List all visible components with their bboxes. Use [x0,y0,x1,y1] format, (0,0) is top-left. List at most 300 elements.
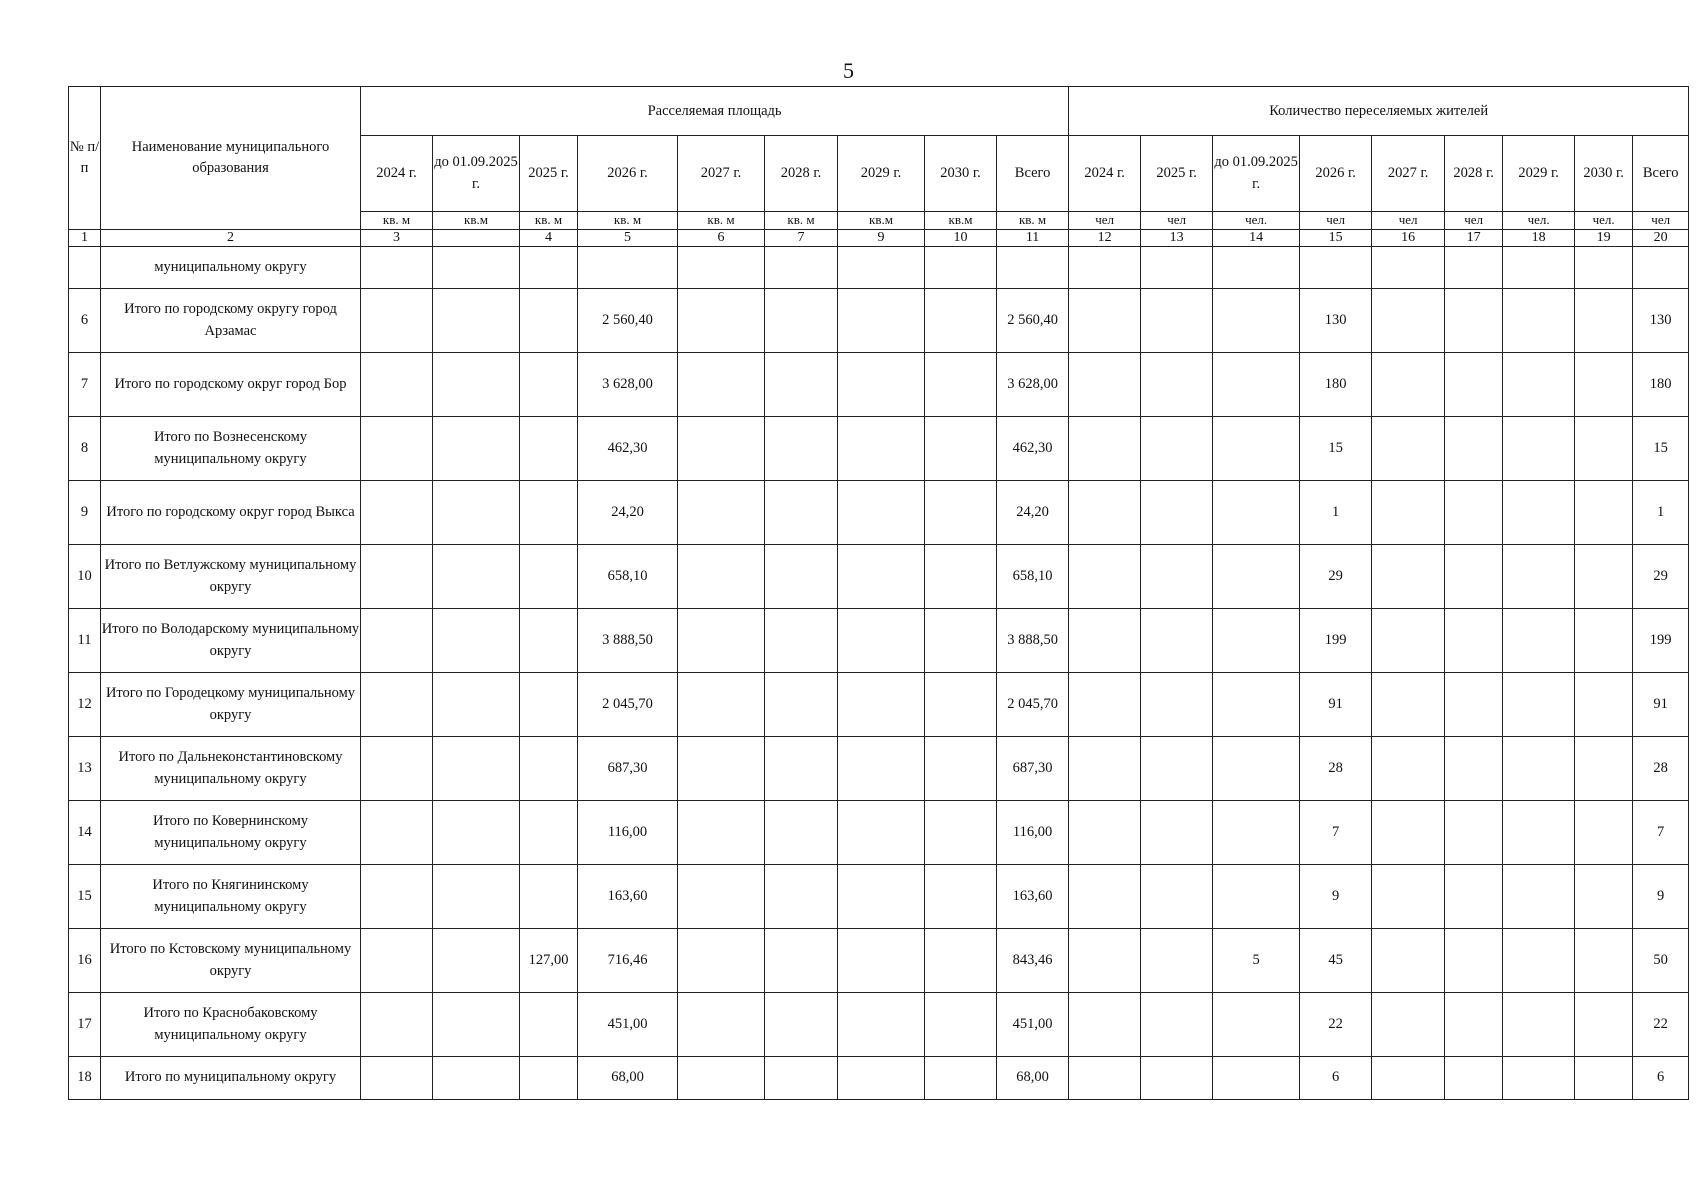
area-2029-cell [838,609,925,673]
area-2027-cell [678,289,765,353]
area-2025-cell [520,353,578,417]
area-total-cell: 2 045,70 [997,673,1069,737]
people-aug2025-cell [1213,673,1300,737]
people-2025-cell [1141,865,1213,929]
people-aug2025-cell [1213,353,1300,417]
table-row [69,545,1689,609]
area-aug2025-cell [433,929,520,993]
area-2028-cell [765,993,838,1057]
area-2029-cell [838,929,925,993]
row-number: 11 [69,609,101,673]
people-2030-cell [1575,545,1633,609]
area-year-header: 2025 г. [520,136,578,212]
area-2030-cell [925,865,997,929]
column-number: 20 [1633,230,1689,247]
municipality-name: Итого по Кстовскому муниципальному округу [101,929,361,993]
table-row [69,801,1689,865]
area-2024-cell [361,993,433,1057]
area-year-header: 2028 г. [765,136,838,212]
area-2030-cell [925,609,997,673]
column-number: 14 [1213,230,1300,247]
people-2028-cell [1445,929,1503,993]
people-2026-cell: 22 [1300,993,1372,1057]
table-row [69,609,1689,673]
area-2027-cell [678,673,765,737]
people-2026-cell: 45 [1300,929,1372,993]
unit-label: чел [1141,212,1213,230]
people-2024-cell [1069,929,1141,993]
area-2028-cell [765,1057,838,1100]
area-2026-cell: 163,60 [578,865,678,929]
people-2026-cell: 130 [1300,289,1372,353]
municipality-name: Итого по Ковернинскому муниципальному округу [101,801,361,865]
municipality-name: Итого по Городецкому муниципальному округу [101,673,361,737]
column-number: 10 [925,230,997,247]
unit-label: кв.м [433,212,520,230]
people-2024-cell [1069,737,1141,801]
area-aug2025-cell [433,609,520,673]
people-2030-cell [1575,1057,1633,1100]
unit-label: чел. [1503,212,1575,230]
table-row [69,481,1689,545]
people-2028-cell [1445,545,1503,609]
column-number: 16 [1372,230,1445,247]
people-total-cell: 29 [1633,545,1689,609]
area-2030-cell [925,993,997,1057]
area-2027-cell [678,865,765,929]
area-2027-cell [678,801,765,865]
area-year-header: 2030 г. [925,136,997,212]
people-2028-cell [1445,417,1503,481]
area-total-cell: 163,60 [997,865,1069,929]
people-2026-cell: 7 [1300,801,1372,865]
column-number-row [69,230,1689,247]
area-2029-cell [838,417,925,481]
area-2029-cell [838,545,925,609]
area-2028-cell [765,417,838,481]
area-2025-cell [520,289,578,353]
municipality-name: Итого по городскому округу город Арзамас [101,289,361,353]
row-number: 12 [69,673,101,737]
people-2030-cell [1575,865,1633,929]
people-total-cell: 6 [1633,1057,1689,1100]
area-2026-cell: 116,00 [578,801,678,865]
area-2025-cell [520,865,578,929]
area-2024-cell [361,929,433,993]
people-2025-cell [1141,609,1213,673]
people-total-cell: 50 [1633,929,1689,993]
row-number: 17 [69,993,101,1057]
area-2025-cell [520,609,578,673]
people-2030-cell [1575,353,1633,417]
area-2030-cell [925,481,997,545]
people-2030-cell [1575,929,1633,993]
area-2029-cell [838,993,925,1057]
area-year-header: 2026 г. [578,136,678,212]
area-year-header: 2027 г. [678,136,765,212]
people-2024-cell [1069,801,1141,865]
continuation-row [69,247,1689,289]
people-2027-cell [1372,801,1445,865]
people-2028-cell [1445,865,1503,929]
people-aug2025-cell [1213,801,1300,865]
people-year-header: 2029 г. [1503,136,1575,212]
people-2028-cell [1445,993,1503,1057]
area-2029-cell [838,289,925,353]
row-number: 13 [69,737,101,801]
people-year-header: 2026 г. [1300,136,1372,212]
people-2027-cell [1372,417,1445,481]
people-total-cell: 7 [1633,801,1689,865]
area-total-cell: 3 888,50 [997,609,1069,673]
area-2030-cell [925,353,997,417]
people-2026-cell: 6 [1300,1057,1372,1100]
unit-label: чел [1445,212,1503,230]
area-aug2025-cell [433,353,520,417]
people-2024-cell [1069,609,1141,673]
municipality-name: Итого по Вознесенскому муниципальному округу [101,417,361,481]
people-aug2025-cell [1213,737,1300,801]
row-number: 10 [69,545,101,609]
area-2027-cell [678,417,765,481]
unit-label: кв. м [361,212,433,230]
municipality-name: Итого по городскому округ город Бор [101,353,361,417]
area-2028-cell [765,929,838,993]
municipality-name: Итого по Краснобаковскому муниципальному округу [101,993,361,1057]
municipality-name: Итого по муниципальному округу [101,1057,361,1100]
people-2030-cell [1575,993,1633,1057]
people-total-cell: 22 [1633,993,1689,1057]
people-aug2025-cell [1213,417,1300,481]
column-number: 19 [1575,230,1633,247]
table-row [69,289,1689,353]
people-aug2025-cell [1213,609,1300,673]
people-2029-cell [1503,609,1575,673]
area-2024-cell [361,417,433,481]
people-year-header: 2028 г. [1445,136,1503,212]
area-aug2025-cell [433,1057,520,1100]
area-total-cell: 3 628,00 [997,353,1069,417]
table-row [69,673,1689,737]
people-2025-cell [1141,993,1213,1057]
area-aug2025-cell [433,737,520,801]
column-number: 15 [1300,230,1372,247]
row-number: 16 [69,929,101,993]
unit-label: кв. м [678,212,765,230]
people-2024-cell [1069,865,1141,929]
area-2029-cell [838,801,925,865]
people-2028-cell [1445,673,1503,737]
people-2027-cell [1372,993,1445,1057]
area-2028-cell [765,609,838,673]
column-number: 4 [520,230,578,247]
people-2025-cell [1141,545,1213,609]
area-2026-cell: 2 045,70 [578,673,678,737]
area-2030-cell [925,289,997,353]
people-2026-cell: 1 [1300,481,1372,545]
people-total-header: Всего [1633,136,1689,212]
area-2028-cell [765,545,838,609]
people-2029-cell [1503,289,1575,353]
row-number: 6 [69,289,101,353]
area-2028-cell [765,865,838,929]
column-number: 18 [1503,230,1575,247]
area-2025-cell [520,737,578,801]
area-2028-cell [765,737,838,801]
people-2028-cell [1445,353,1503,417]
area-2030-cell [925,929,997,993]
people-total-cell: 199 [1633,609,1689,673]
area-total-cell: 451,00 [997,993,1069,1057]
unit-label: чел [1069,212,1141,230]
people-2026-cell: 180 [1300,353,1372,417]
unit-label: чел [1300,212,1372,230]
column-number: 6 [678,230,765,247]
people-2029-cell [1503,417,1575,481]
people-total-cell: 28 [1633,737,1689,801]
header-num: № п/п [69,87,101,230]
people-2026-cell: 199 [1300,609,1372,673]
area-2025-cell [520,673,578,737]
area-aug2025-cell [433,481,520,545]
people-2028-cell [1445,481,1503,545]
unit-label: кв. м [520,212,578,230]
area-2024-cell [361,289,433,353]
people-2029-cell [1503,481,1575,545]
people-2027-cell [1372,1057,1445,1100]
area-2025-cell [520,801,578,865]
people-year-header: 2025 г. [1141,136,1213,212]
people-2029-cell [1503,353,1575,417]
area-2025-cell [520,1057,578,1100]
area-total-cell: 68,00 [997,1057,1069,1100]
people-2027-cell [1372,737,1445,801]
people-total-cell: 180 [1633,353,1689,417]
area-year-header: 2029 г. [838,136,925,212]
row-number: 15 [69,865,101,929]
column-number: 1 [69,230,101,247]
people-total-cell: 130 [1633,289,1689,353]
area-2026-cell: 451,00 [578,993,678,1057]
people-aug2025-cell [1213,545,1300,609]
municipality-name: Итого по Володарскому муниципальному округу [101,609,361,673]
people-2030-cell [1575,417,1633,481]
people-2028-cell [1445,289,1503,353]
area-2026-cell: 462,30 [578,417,678,481]
area-2024-cell [361,865,433,929]
people-2024-cell [1069,545,1141,609]
people-2029-cell [1503,1057,1575,1100]
area-2028-cell [765,289,838,353]
people-year-header: до 01.09.2025 г. [1213,136,1300,212]
area-2027-cell [678,481,765,545]
header-name: Наименование муниципального образования [101,87,361,230]
area-total-cell: 2 560,40 [997,289,1069,353]
area-2026-cell: 658,10 [578,545,678,609]
people-2030-cell [1575,801,1633,865]
area-year-header: 2024 г. [361,136,433,212]
unit-label: кв.м [838,212,925,230]
people-2025-cell [1141,737,1213,801]
people-2027-cell [1372,929,1445,993]
people-2024-cell [1069,417,1141,481]
people-2028-cell [1445,1057,1503,1100]
header-row-groups [69,87,1689,136]
people-2029-cell [1503,545,1575,609]
area-2025-cell: 127,00 [520,929,578,993]
table-row [69,1057,1689,1100]
people-2027-cell [1372,481,1445,545]
people-2026-cell: 9 [1300,865,1372,929]
area-2030-cell [925,417,997,481]
area-2027-cell [678,609,765,673]
area-2026-cell: 68,00 [578,1057,678,1100]
area-2029-cell [838,865,925,929]
row-number: 18 [69,1057,101,1100]
area-total-cell: 24,20 [997,481,1069,545]
row-number: 9 [69,481,101,545]
people-2024-cell [1069,993,1141,1057]
area-2027-cell [678,1057,765,1100]
people-2025-cell [1141,673,1213,737]
area-2029-cell [838,481,925,545]
table-row [69,929,1689,993]
column-number: 13 [1141,230,1213,247]
area-2026-cell: 24,20 [578,481,678,545]
area-2024-cell [361,1057,433,1100]
row-number: 7 [69,353,101,417]
area-aug2025-cell [433,673,520,737]
people-2027-cell [1372,545,1445,609]
header-area-group: Расселяемая площадь [361,87,1069,136]
area-2027-cell [678,737,765,801]
table-row [69,737,1689,801]
area-2025-cell [520,545,578,609]
area-2027-cell [678,993,765,1057]
area-total-cell: 843,46 [997,929,1069,993]
area-aug2025-cell [433,417,520,481]
unit-label: кв. м [578,212,678,230]
area-2027-cell [678,353,765,417]
area-2025-cell [520,481,578,545]
people-2024-cell [1069,289,1141,353]
area-total-cell: 687,30 [997,737,1069,801]
people-2025-cell [1141,417,1213,481]
people-2029-cell [1503,673,1575,737]
people-aug2025-cell [1213,993,1300,1057]
area-aug2025-cell [433,865,520,929]
row-number [69,247,101,289]
area-2024-cell [361,737,433,801]
people-2025-cell [1141,353,1213,417]
page-number: 5 [843,58,854,83]
area-aug2025-cell [433,289,520,353]
people-2030-cell [1575,673,1633,737]
table-row [69,993,1689,1057]
area-total-cell: 462,30 [997,417,1069,481]
municipality-name: Итого по городскому округ город Выкса [101,481,361,545]
people-2024-cell [1069,481,1141,545]
people-2029-cell [1503,801,1575,865]
people-2024-cell [1069,1057,1141,1100]
area-total-header: Всего [997,136,1069,212]
people-2024-cell [1069,673,1141,737]
people-aug2025-cell [1213,865,1300,929]
resettlement-table [68,86,1689,1100]
people-total-cell: 9 [1633,865,1689,929]
people-aug2025-cell: 5 [1213,929,1300,993]
column-number: 9 [838,230,925,247]
table-row [69,417,1689,481]
people-2028-cell [1445,737,1503,801]
people-2027-cell [1372,289,1445,353]
people-2026-cell: 91 [1300,673,1372,737]
municipality-name: Итого по Княгининскому муниципальному округу [101,865,361,929]
people-2029-cell [1503,865,1575,929]
people-2029-cell [1503,929,1575,993]
column-number: 11 [997,230,1069,247]
people-2027-cell [1372,673,1445,737]
area-2027-cell [678,929,765,993]
row-number: 8 [69,417,101,481]
area-2030-cell [925,673,997,737]
area-2025-cell [520,993,578,1057]
people-2025-cell [1141,801,1213,865]
unit-label: кв. м [765,212,838,230]
area-2024-cell [361,801,433,865]
column-number: 3 [361,230,433,247]
people-2025-cell [1141,289,1213,353]
column-number: 2 [101,230,361,247]
area-2024-cell [361,673,433,737]
area-total-cell: 658,10 [997,545,1069,609]
table-row [69,353,1689,417]
municipality-name: муниципальному округу [101,247,361,289]
people-2027-cell [1372,609,1445,673]
area-aug2025-cell [433,801,520,865]
area-aug2025-cell [433,993,520,1057]
people-aug2025-cell [1213,289,1300,353]
people-total-cell: 15 [1633,417,1689,481]
column-number [433,230,520,247]
area-2030-cell [925,737,997,801]
area-2029-cell [838,737,925,801]
area-2026-cell: 3 628,00 [578,353,678,417]
people-2029-cell [1503,993,1575,1057]
unit-label: чел. [1213,212,1300,230]
column-number: 12 [1069,230,1141,247]
header-people-group: Количество переселяемых жителей [1069,87,1689,136]
people-2025-cell [1141,481,1213,545]
people-2027-cell [1372,865,1445,929]
area-2030-cell [925,1057,997,1100]
municipality-name: Итого по Дальнеконстантиновскому муниципальному округу [101,737,361,801]
unit-label: чел [1372,212,1445,230]
area-total-cell: 116,00 [997,801,1069,865]
area-2028-cell [765,673,838,737]
unit-label: чел [1633,212,1689,230]
people-2026-cell: 29 [1300,545,1372,609]
area-2026-cell: 3 888,50 [578,609,678,673]
table-row [69,865,1689,929]
people-total-cell: 1 [1633,481,1689,545]
area-2026-cell: 2 560,40 [578,289,678,353]
area-2026-cell: 687,30 [578,737,678,801]
people-2026-cell: 28 [1300,737,1372,801]
area-2024-cell [361,481,433,545]
unit-label: кв. м [997,212,1069,230]
unit-label: кв.м [925,212,997,230]
